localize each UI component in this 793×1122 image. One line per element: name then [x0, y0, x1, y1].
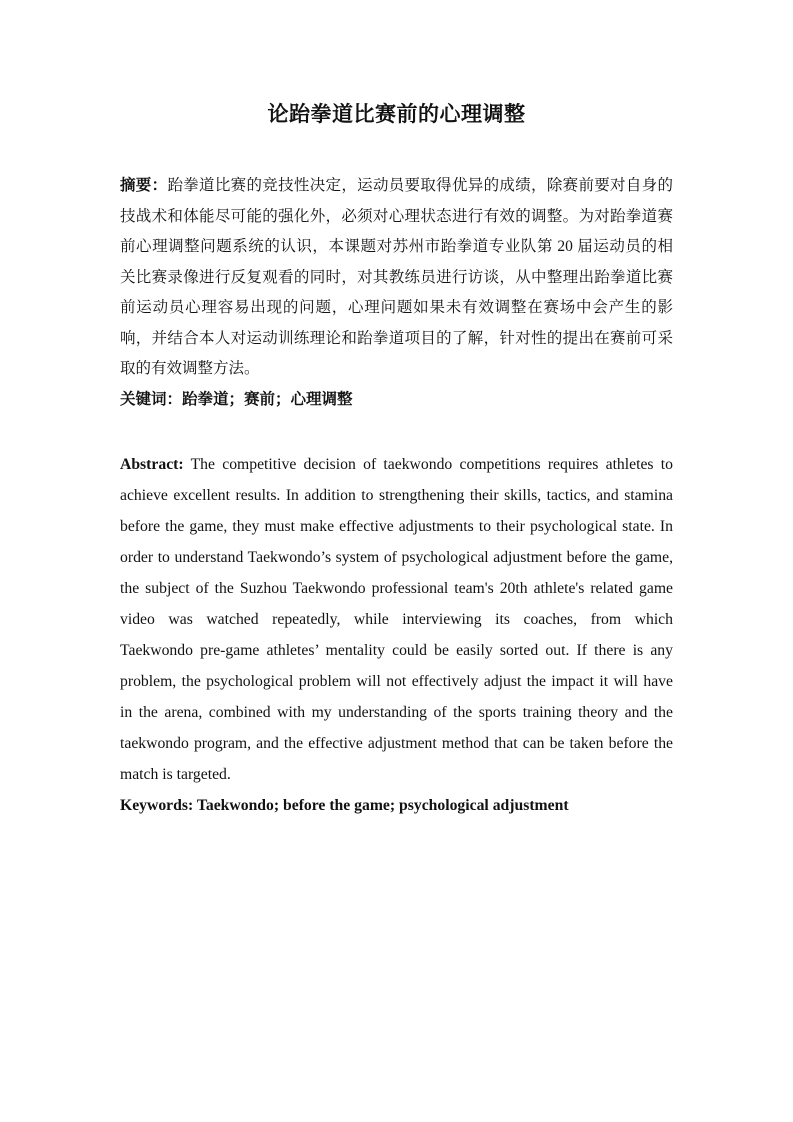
abstract-en-line: match is targeted.: [120, 766, 231, 783]
abstract-zh: [120, 171, 673, 385]
abstract-en-line: in the arena, combined with my understanding of the sports training theory and the: [120, 704, 673, 721]
abstract-en-line: [120, 449, 673, 480]
keywords-en: Keywords: Taekwondo; before the game; psychological adjustment: [120, 797, 569, 814]
paper-title: 论跆拳道比赛前的心理调整: [267, 102, 526, 126]
abstract-zh-line: 关比赛录像进行反复观看的同时，对其教练员进行访谈，从中整理出跆拳道比赛: [120, 268, 673, 286]
abstract-en-line: video was watched repeatedly, while interviewing its coaches, from which: [120, 611, 673, 628]
abstract-en-line: the subject of the Suzhou Taekwondo professional team's 20th athlete's related game: [120, 580, 673, 597]
abstract-en-label: Abstract:: [120, 456, 184, 473]
abstract-zh-line: 取的有效调整方法。: [120, 360, 260, 377]
abstract-zh-line: [120, 171, 673, 202]
keywords-zh: 关键词：跆拳道；赛前；心理调整: [120, 390, 353, 408]
abstract-zh-line: 技战术和体能尽可能的强化外，必须对心理状态进行有效的调整。为对跆拳道赛: [120, 207, 673, 225]
abstract-en-line: problem, the psychological problem will not effectively adjust the impact it will have: [120, 673, 673, 690]
abstract-en: [120, 449, 673, 790]
abstract-en-line: Taekwondo pre-game athletes’ mentality could be easily sorted out. If there is any: [120, 642, 673, 659]
abstract-en-line: order to understand Taekwondo’s system of psychological adjustment before the game,: [120, 549, 673, 566]
text-line: 跆拳道比赛的竞技性决定，运动员要取得优异的成绩，除赛前要对自身的: [167, 177, 673, 194]
abstract-en-line: achieve excellent results. In addition to strengthening their skills, tactics, and stamina: [120, 487, 673, 504]
abstract-zh-line: 响，并结合本人对运动训练理论和跆拳道项目的了解，针对性的提出在赛前可采: [120, 329, 673, 347]
abstract-en-line: taekwondo program, and the effective adjustment method that can be taken before the: [120, 735, 673, 752]
text-line: The competitive decision of taekwondo competitions requires athletes to: [183, 456, 673, 473]
abstract-zh-line: 前运动员心理容易出现的问题，心理问题如果未有效调整在赛场中会产生的影: [120, 299, 673, 316]
abstract-zh-label: 摘要：: [120, 177, 168, 194]
abstract-en-line: before the game, they must make effective adjustments to their psychological state. In: [120, 518, 673, 535]
abstract-zh-line: 前心理调整问题系统的认识，本课题对苏州市跆拳道专业队第 20 届运动员的相: [120, 238, 673, 255]
